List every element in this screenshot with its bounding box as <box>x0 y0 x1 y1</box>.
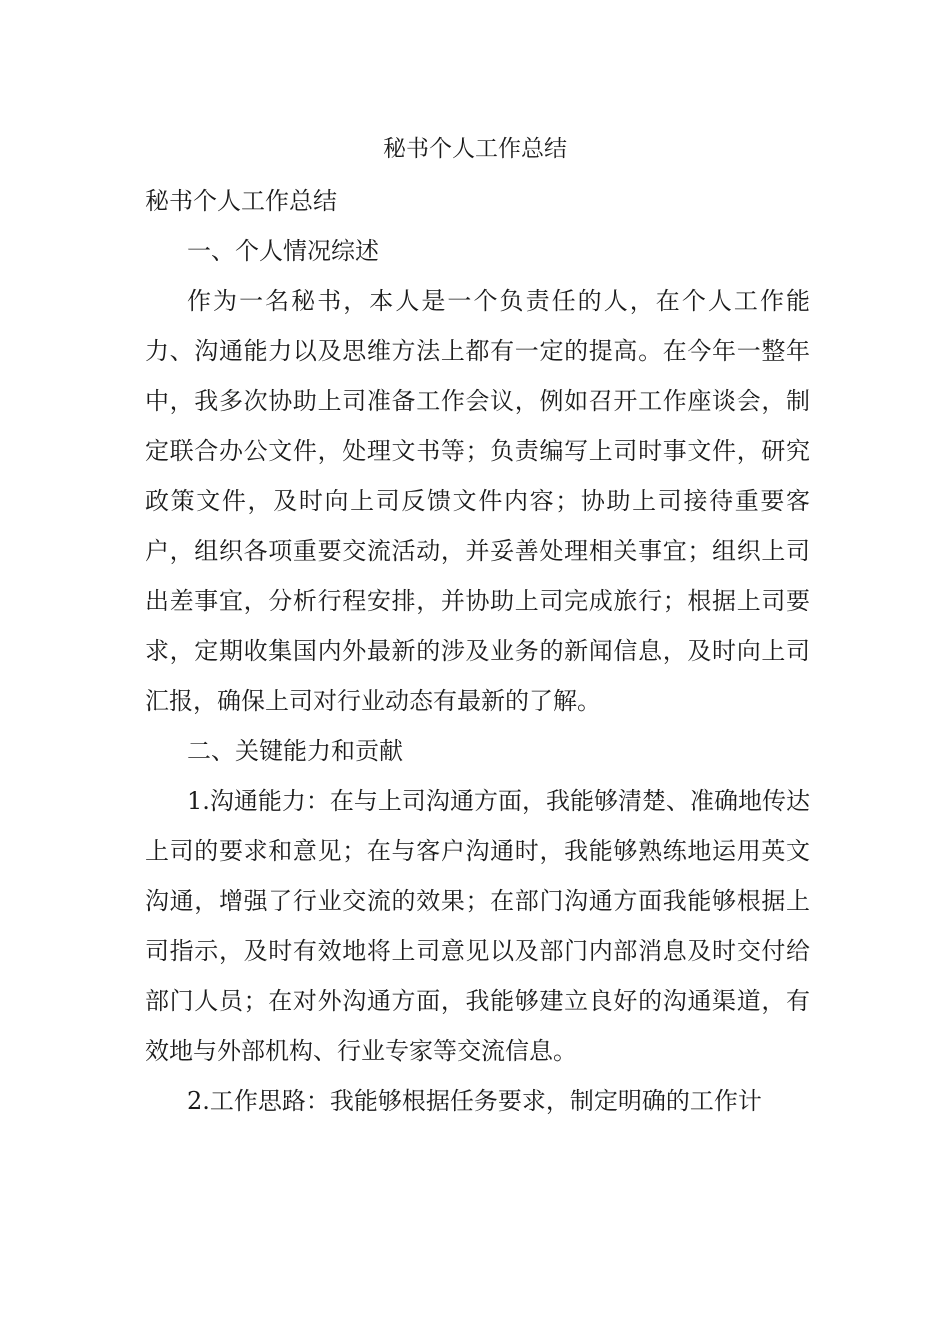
document-title: 秘书个人工作总结 <box>383 136 567 162</box>
section-heading-overview: 一、个人情况综述 <box>187 237 379 265</box>
paragraph-overview: 作为一名秘书，本人是一个负责任的人，在个人工作能力、沟通能力以及思维方法上都有一定的提高。在今年一整年中，我多次协助上司准备工作会议，例如召开工作座谈会，制定联合办公文件，处理文书等；负责编写上司时事文件，研究政策文件，及时向上司反馈文件内容；协助上司接待重要客户，组织各项重要交流活动，并妥善处理相关事宜；组织上司出差事宜，分析行程安排，并协助上司完成旅行；根据上司要求，定期收集国内外最新的涉及业务的新闻信息，及时向上司汇报，确保上司对行业动态有最新的了解。 <box>145 287 810 715</box>
section-heading-abilities: 二、关键能力和贡献 <box>187 737 403 765</box>
document-subtitle: 秘书个人工作总结 <box>145 187 337 215</box>
paragraph-work-approach: 2.工作思路：我能够根据任务要求，制定明确的工作计 <box>187 1087 762 1115</box>
paragraph-communication: 1.沟通能力：在与上司沟通方面，我能够清楚、准确地传达上司的要求和意见；在与客户沟通时，我能够熟练地运用英文沟通，增强了行业交流的效果；在部门沟通方面我能够根据上司指示，及时有效地将上司意见以及部门内部消息及时交付给部门人员；在对外沟通方面，我能够建立良好的沟通渠道，有效地与外部机构、行业专家等交流信息。 <box>145 787 810 1065</box>
document-body <box>145 176 810 1126</box>
